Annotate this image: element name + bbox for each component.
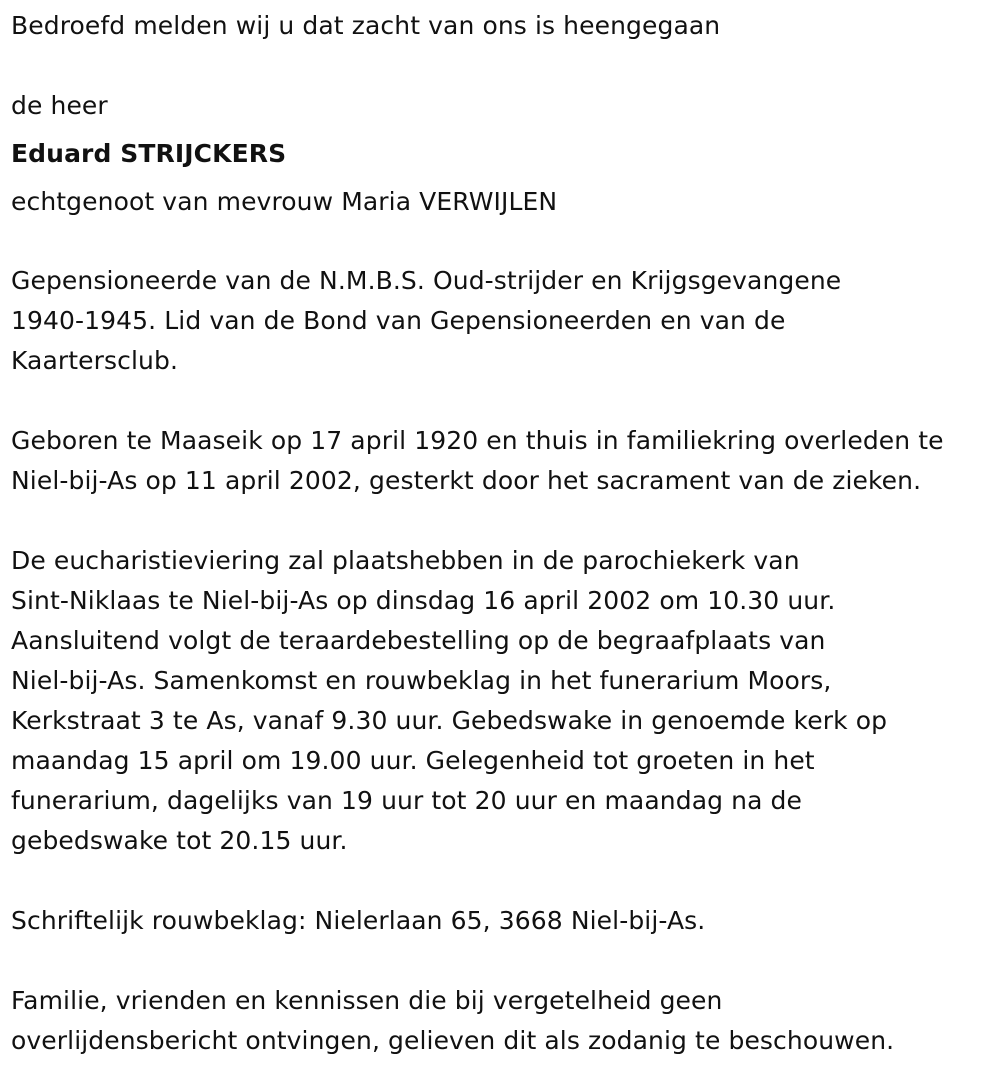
service-line-2: Sint-Niklaas te Niel-bij-As op dinsdag 16 april 2002 om 10.30 uur.	[11, 586, 836, 615]
bio-line-3: Kaartersclub.	[11, 346, 179, 375]
service-line-1: De eucharistieviering zal plaatshebben in de parochiekerk van	[11, 546, 800, 575]
intro-line: Bedroefd melden wij u dat zacht van ons is heengegaan	[11, 11, 721, 40]
bio-line-1: Gepensioneerde van de N.M.B.S. Oud-strijder en Krijgsgevangene	[11, 266, 842, 295]
condolence-address: Schriftelijk rouwbeklag: Nielerlaan 65, 3668 Niel-bij-As.	[11, 906, 706, 935]
service-line-8: gebedswake tot 20.15 uur.	[11, 826, 348, 855]
bio-line-2: 1940-1945. Lid van de Bond van Gepensioneerden en van de	[11, 306, 786, 335]
birth-death-line-2: Niel-bij-As op 11 april 2002, gesterkt door het sacrament van de zieken.	[11, 466, 922, 495]
service-line-7: funerarium, dagelijks van 19 uur tot 20 uur en maandag na de	[11, 786, 802, 815]
spouse-line: echtgenoot van mevrouw Maria VERWIJLEN	[11, 187, 558, 216]
deceased-name: Eduard STRIJCKERS	[11, 139, 287, 168]
service-line-5: Kerkstraat 3 te As, vanaf 9.30 uur. Gebedswake in genoemde kerk op	[11, 706, 888, 735]
service-line-6: maandag 15 april om 19.00 uur. Gelegenheid tot groeten in het	[11, 746, 815, 775]
closing-line-2: overlijdensbericht ontvingen, gelieven dit als zodanig te beschouwen.	[11, 1026, 895, 1055]
title-prefix: de heer	[11, 91, 108, 120]
service-line-3: Aansluitend volgt de teraardebestelling op de begraafplaats van	[11, 626, 826, 655]
birth-death-line-1: Geboren te Maaseik op 17 april 1920 en thuis in familiekring overleden te	[11, 426, 944, 455]
service-line-4: Niel-bij-As. Samenkomst en rouwbeklag in het funerarium Moors,	[11, 666, 832, 695]
closing-line-1: Familie, vrienden en kennissen die bij vergetelheid geen	[11, 986, 723, 1015]
